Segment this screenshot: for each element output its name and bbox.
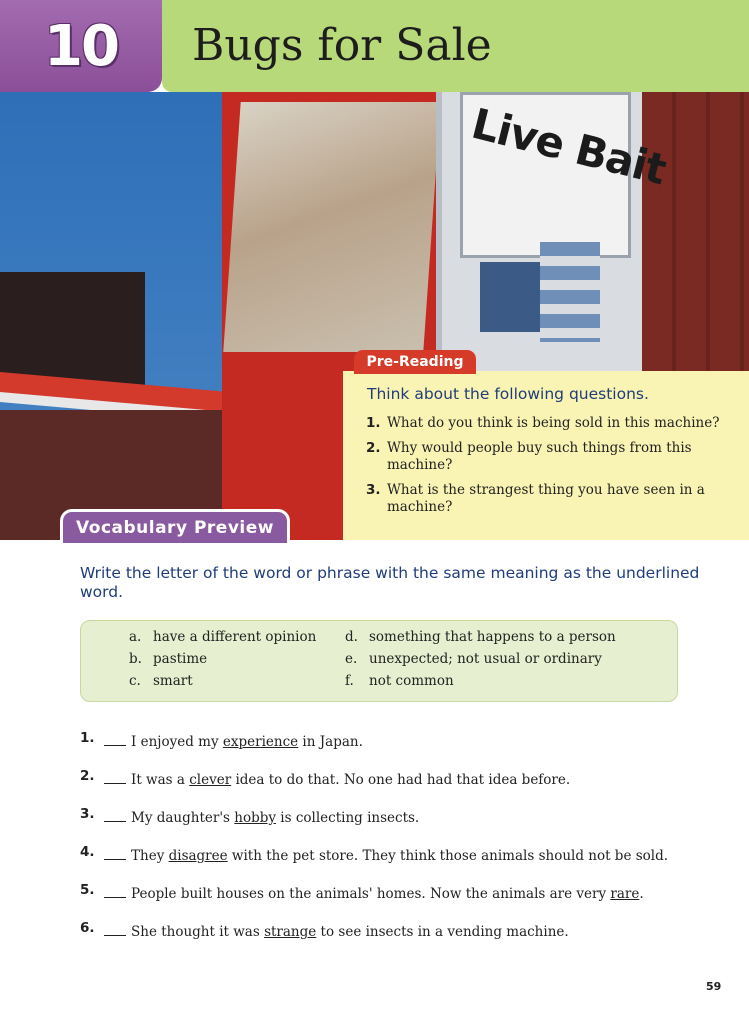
pre-reading-question [366,415,736,432]
item-number: 3. [80,806,95,822]
item-number: 1. [80,730,95,746]
choice-text: smart [153,673,193,689]
item-text-after: idea to do that. No one had had that idea before. [231,772,571,788]
underlined-word: hobby [234,810,276,826]
underlined-word: disagree [168,848,228,864]
photo-rusty-panel [223,102,440,352]
choice-a [129,629,316,645]
choice-letter: b. [129,651,142,667]
item-number: 6. [80,920,95,936]
vocabulary-item [80,730,700,768]
answer-choices-box [80,620,678,702]
answer-blank[interactable] [104,768,126,784]
item-text-before: They [131,848,169,864]
vocabulary-item [80,806,700,844]
title-bar [162,0,749,92]
choice-text: unexpected; not usual or ordinary [369,651,602,667]
answer-blank[interactable] [104,882,126,898]
choice-d [345,629,616,645]
choice-letter: d. [345,629,358,645]
choice-f [345,673,454,689]
item-number: 2. [80,768,95,784]
item-number: 4. [80,844,95,860]
item-text-after: to see insects in a vending machine. [316,924,569,940]
pre-reading-heading: Think about the following questions. [367,385,649,403]
item-text-before: It was a [131,772,190,788]
question-text: Why would people buy such things from this machine? [387,440,692,473]
choice-letter: f. [345,673,354,689]
unit-title: Bugs for Sale [192,20,492,71]
unit-number: 10 [44,13,118,79]
vocabulary-item [80,768,700,806]
choice-text: something that happens to a person [369,629,616,645]
vocabulary-instructions: Write the letter of the word or phrase with the same meaning as the underlined word. [80,564,700,601]
vocabulary-items [80,730,700,958]
vocabulary-item [80,844,700,882]
vocabulary-preview-tab: Vocabulary Preview [60,509,290,543]
answer-blank[interactable] [104,806,126,822]
answer-blank[interactable] [104,920,126,936]
answer-blank[interactable] [104,844,126,860]
item-text-before: I enjoyed my [131,734,223,750]
choice-letter: c. [129,673,141,689]
item-number: 5. [80,882,95,898]
pre-reading-questions [366,415,736,524]
underlined-word: experience [222,734,299,750]
choice-c [129,673,193,689]
item-text-before: People built houses on the animals' homes. Now the animals are very [131,886,611,902]
question-number: 1. [366,415,381,431]
vocabulary-item [80,920,700,958]
pre-reading-tab: Pre-Reading [354,350,476,374]
choice-e [345,651,602,667]
unit-number-tab [0,0,162,92]
page-number: 59 [706,980,722,993]
item-text-after: in Japan. [298,734,363,750]
question-text: What is the strangest thing you have seen in a machine? [387,482,705,515]
item-text-after: is collecting insects. [276,810,420,826]
item-text-after: with the pet store. They think those animals should not be sold. [227,848,669,864]
question-number: 3. [366,482,381,498]
choice-text: have a different opinion [153,629,317,645]
question-number: 2. [366,440,381,456]
vocabulary-item [80,882,700,920]
answer-blank[interactable] [104,730,126,746]
pre-reading-question [366,482,736,516]
underlined-word: rare [610,886,640,902]
live-bait-sign-text: Live Bait [467,98,671,195]
underlined-word: strange [264,924,317,940]
choice-text: pastime [153,651,208,667]
photo-machine-buttons [540,242,600,342]
question-text: What do you think is being sold in this machine? [387,415,720,431]
item-text-after: . [639,886,644,902]
underlined-word: clever [189,772,232,788]
item-text-before: She thought it was [131,924,265,940]
choice-b [129,651,207,667]
choice-letter: e. [345,651,358,667]
choice-letter: a. [129,629,142,645]
choice-text: not common [369,673,454,689]
item-text-before: My daughter's [131,810,235,826]
pre-reading-question [366,440,736,474]
